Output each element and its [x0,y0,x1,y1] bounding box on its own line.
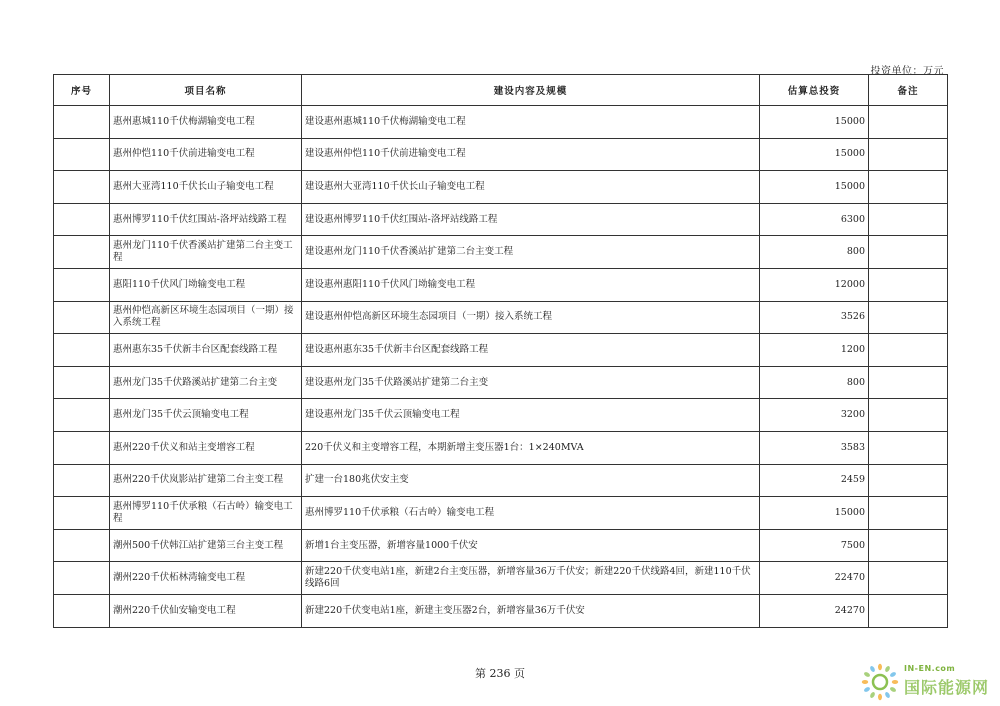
cell-seq [54,594,110,627]
cell-project-name: 惠州龙门35千伏云顶输变电工程 [110,399,302,432]
cell-total-investment: 800 [760,366,869,399]
cell-total-investment: 3200 [760,399,869,432]
cell-project-name: 惠州龙门110千伏香溪站扩建第二台主变工程 [110,236,302,269]
cell-seq [54,334,110,367]
cell-project-name: 惠州博罗110千伏承粮（石古岭）输变电工程 [110,497,302,530]
cell-total-investment: 24270 [760,594,869,627]
cell-content-scale: 建设惠州仲恺高新区环境生态园项目（一期）接入系统工程 [302,301,760,334]
project-table [53,74,948,628]
cell-remark [869,399,948,432]
cell-project-name: 惠州220千伏岚影站扩建第二台主变工程 [110,464,302,497]
cell-seq [54,268,110,301]
cell-seq [54,138,110,171]
cell-total-investment: 22470 [760,562,869,595]
table-row [54,138,948,171]
cell-remark [869,268,948,301]
cell-seq [54,106,110,139]
cell-remark [869,334,948,367]
cell-content-scale: 惠州博罗110千伏承粮（石古岭）输变电工程 [302,497,760,530]
logo-ray [863,686,871,693]
table-row [54,497,948,530]
cell-remark [869,497,948,530]
table-row [54,431,948,464]
cell-seq [54,562,110,595]
logo-ray [878,694,882,700]
cell-seq [54,171,110,204]
cell-project-name: 惠州仲恺110千伏前进输变电工程 [110,138,302,171]
cell-content-scale: 建设惠州龙门110千伏香溪站扩建第二台主变工程 [302,236,760,269]
header-total-investment: 估算总投资 [760,75,869,106]
cell-remark [869,236,948,269]
logo-ray [884,691,891,699]
cell-project-name: 惠州博罗110千伏红围站-洛坪站线路工程 [110,203,302,236]
table-row [54,529,948,562]
logo-ray [884,665,891,673]
cell-content-scale: 220千伏义和主变增容工程，本期新增主变压器1台：1×240MVA [302,431,760,464]
header-remark: 备注 [869,75,948,106]
cell-seq [54,236,110,269]
cell-remark [869,366,948,399]
cell-content-scale: 新建220千伏变电站1座，新建主变压器2台，新增容量36万千伏安 [302,594,760,627]
cell-total-investment: 2459 [760,464,869,497]
logo-ray [878,664,882,670]
table-row [54,366,948,399]
logo-ray [863,671,871,678]
cell-content-scale: 建设惠州龙门35千伏路溪站扩建第二台主变 [302,366,760,399]
cell-total-investment: 15000 [760,106,869,139]
cell-total-investment: 1200 [760,334,869,367]
table-row [54,171,948,204]
table-row [54,399,948,432]
cell-content-scale: 建设惠州惠城110千伏梅湖输变电工程 [302,106,760,139]
cell-seq [54,431,110,464]
cell-remark [869,562,948,595]
logo-ray [869,691,876,699]
cell-content-scale: 扩建一台180兆伏安主变 [302,464,760,497]
cell-total-investment: 7500 [760,529,869,562]
cell-project-name: 惠州大亚湾110千伏长山子输变电工程 [110,171,302,204]
cell-content-scale: 新增1台主变压器，新增容量1000千伏安 [302,529,760,562]
cell-total-investment: 15000 [760,138,869,171]
cell-total-investment: 800 [760,236,869,269]
table-row [54,594,948,627]
cell-project-name: 惠阳110千伏风门坳输变电工程 [110,268,302,301]
logo-ray [892,680,898,684]
cell-total-investment: 12000 [760,268,869,301]
cell-remark [869,106,948,139]
cell-remark [869,529,948,562]
cell-seq [54,203,110,236]
cell-content-scale: 建设惠州惠东35千伏新丰台区配套线路工程 [302,334,760,367]
header-content-scale: 建设内容及规模 [302,75,760,106]
cell-remark [869,464,948,497]
cell-project-name: 惠州龙门35千伏路溪站扩建第二台主变 [110,366,302,399]
table-row [54,236,948,269]
sun-leaf-logo-icon [858,660,902,704]
cell-total-investment: 3583 [760,431,869,464]
cell-project-name: 惠州惠东35千伏新丰台区配套线路工程 [110,334,302,367]
watermark-domain: IN-EN.com [904,664,956,673]
cell-project-name: 潮州500千伏韩江站扩建第三台主变工程 [110,529,302,562]
cell-content-scale: 新建220千伏变电站1座，新建2台主变压器，新增容量36万千伏安；新建220千伏线路4回，新建110千伏线路6回 [302,562,760,595]
table-row [54,562,948,595]
cell-project-name: 惠州220千伏义和站主变增容工程 [110,431,302,464]
cell-content-scale: 建设惠州惠阳110千伏风门坳输变电工程 [302,268,760,301]
header-project-name: 项目名称 [110,75,302,106]
cell-seq [54,464,110,497]
logo-ray [869,665,876,673]
cell-total-investment: 3526 [760,301,869,334]
table-row [54,334,948,367]
cell-total-investment: 15000 [760,171,869,204]
cell-remark [869,594,948,627]
cell-seq [54,366,110,399]
cell-project-name: 惠州仲恺高新区环境生态园项目（一期）接入系统工程 [110,301,302,334]
cell-total-investment: 6300 [760,203,869,236]
cell-remark [869,301,948,334]
logo-ray [889,686,897,693]
table-row [54,106,948,139]
table-row [54,203,948,236]
cell-seq [54,399,110,432]
cell-content-scale: 建设惠州龙门35千伏云顶输变电工程 [302,399,760,432]
header-seq: 序号 [54,75,110,106]
page-number: 第 236 页 [475,667,525,680]
cell-project-name: 潮州220千伏柘林湾输变电工程 [110,562,302,595]
watermark-name: 国际能源网 [904,678,990,697]
cell-seq [54,497,110,530]
cell-content-scale: 建设惠州仲恺110千伏前进输变电工程 [302,138,760,171]
cell-remark [869,171,948,204]
investment-unit-label: 投资单位：万元 [870,66,944,77]
watermark-logo [858,660,998,704]
cell-content-scale: 建设惠州大亚湾110千伏长山子输变电工程 [302,171,760,204]
cell-project-name: 惠州惠城110千伏梅湖输变电工程 [110,106,302,139]
table-header-row [54,75,948,106]
cell-total-investment: 15000 [760,497,869,530]
cell-seq [54,301,110,334]
logo-ray [862,680,868,684]
cell-project-name: 潮州220千伏仙安输变电工程 [110,594,302,627]
table-row [54,268,948,301]
logo-ray [889,671,897,678]
cell-remark [869,138,948,171]
cell-remark [869,203,948,236]
table-row [54,301,948,334]
cell-seq [54,529,110,562]
cell-content-scale: 建设惠州博罗110千伏红围站-洛坪站线路工程 [302,203,760,236]
cell-remark [869,431,948,464]
table-row [54,464,948,497]
